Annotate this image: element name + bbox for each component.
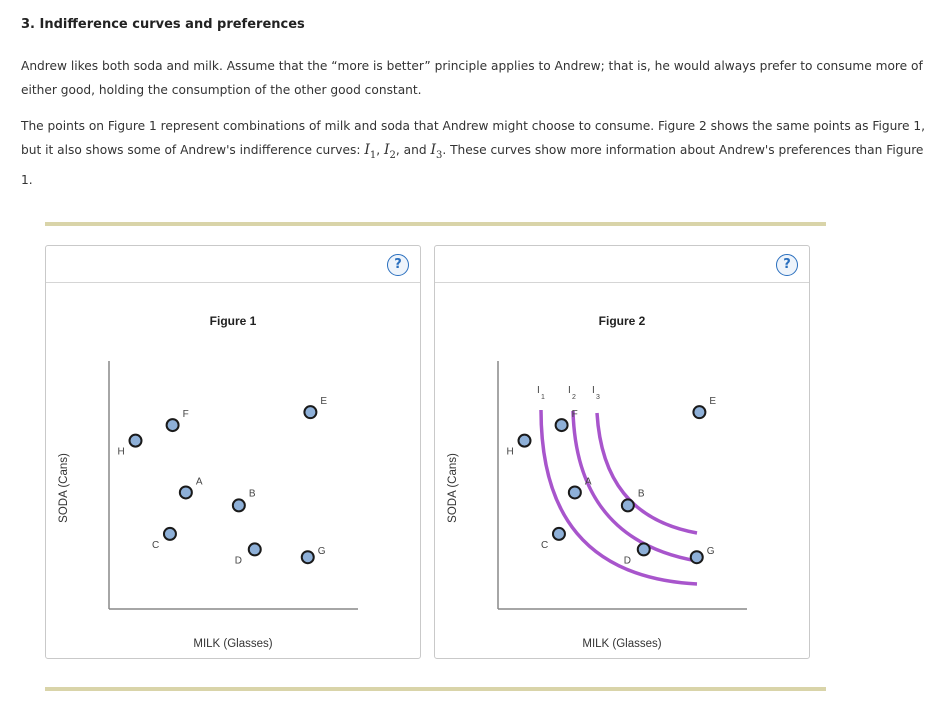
help-icon[interactable]: ? [387, 254, 409, 276]
point-label-b: B [637, 488, 645, 500]
y-axis-title: SODA (Cans) [58, 453, 70, 523]
point-h [130, 435, 142, 447]
curve-symbol-i2: $I_2$ [383, 142, 396, 161]
figure-1-points [118, 396, 328, 566]
point-e [693, 406, 705, 418]
curve-symbol-i3: $I_3$ [430, 142, 443, 161]
point-label-a: A [584, 476, 592, 488]
point-label-d: D [623, 555, 631, 567]
x-axis-title: MILK (Glasses) [193, 638, 273, 650]
point-b [233, 499, 245, 511]
point-d [249, 543, 261, 555]
question-paragraph-1: Andrew likes both soda and milk. Assume that the “more is better” principle applies to Andrew; that is, he would always prefer to consume more of either good, holding the consumption of the other good constant. [21, 59, 923, 97]
indifference-curve-i2 [573, 411, 697, 561]
figure-2-graph [435, 283, 809, 658]
point-a [569, 486, 581, 498]
indifference-curve-i1 [541, 410, 697, 584]
question-paragraph-2: The points on Figure 1 represent combinations of milk and soda that Andrew might choose to consume. Figure 2 shows the same points as Figure 1, but it also shows some of Andrew's indifference curves: $I_1$, $I_2$, and $I_3$. These curves show more information about Andrew's preferences than Figure 1. [21, 119, 926, 187]
point-label-h: H [117, 446, 125, 458]
curve-symbol-i1: $I_1$ [364, 142, 377, 161]
figure-2-panel [434, 245, 810, 659]
point-e [304, 406, 316, 418]
figure-1-title: Figure 1 [209, 314, 257, 328]
svg-text:I: I [568, 385, 571, 396]
point-label-c: C [151, 539, 160, 551]
y-axis-title: SODA (Cans) [447, 453, 459, 523]
figure-1-header [46, 246, 420, 283]
figure-2-header [435, 246, 809, 283]
point-label-h: H [506, 446, 514, 458]
figure-1-panel [45, 245, 421, 659]
help-icon[interactable]: ? [776, 254, 798, 276]
curve-label-i1 [537, 385, 545, 401]
point-c [164, 528, 176, 540]
point-a [180, 486, 192, 498]
figure-1-graph [46, 283, 420, 658]
svg-text:I: I [537, 385, 540, 396]
figure-2-title: Figure 2 [598, 314, 646, 328]
curve-label-i2 [568, 385, 576, 401]
divider-bottom [45, 687, 826, 691]
point-label-f: F [182, 409, 189, 421]
svg-text:I: I [592, 385, 595, 396]
point-g [691, 551, 703, 563]
point-c [553, 528, 565, 540]
point-label-g: G [706, 546, 715, 558]
point-f [556, 419, 568, 431]
point-h [519, 435, 531, 447]
divider-top [45, 222, 826, 226]
x-axis-title: MILK (Glasses) [582, 638, 662, 650]
point-g [302, 551, 314, 563]
point-label-e: E [709, 396, 717, 408]
svg-text:1: 1 [541, 394, 545, 401]
figure-2-points [507, 396, 717, 566]
point-label-c: C [540, 539, 549, 551]
point-b [622, 499, 634, 511]
point-label-g: G [317, 546, 326, 558]
question-heading: 3. Indifference curves and preferences [21, 17, 305, 32]
point-label-f: F [571, 409, 578, 421]
point-label-d: D [234, 555, 242, 567]
point-label-b: B [248, 488, 256, 500]
svg-text:2: 2 [572, 394, 576, 401]
point-f [167, 419, 179, 431]
point-d [638, 543, 650, 555]
indifference-curve-i3 [597, 413, 697, 533]
point-label-a: A [195, 476, 203, 488]
curve-label-i3 [592, 385, 600, 401]
svg-text:3: 3 [596, 394, 600, 401]
point-label-e: E [320, 396, 328, 408]
